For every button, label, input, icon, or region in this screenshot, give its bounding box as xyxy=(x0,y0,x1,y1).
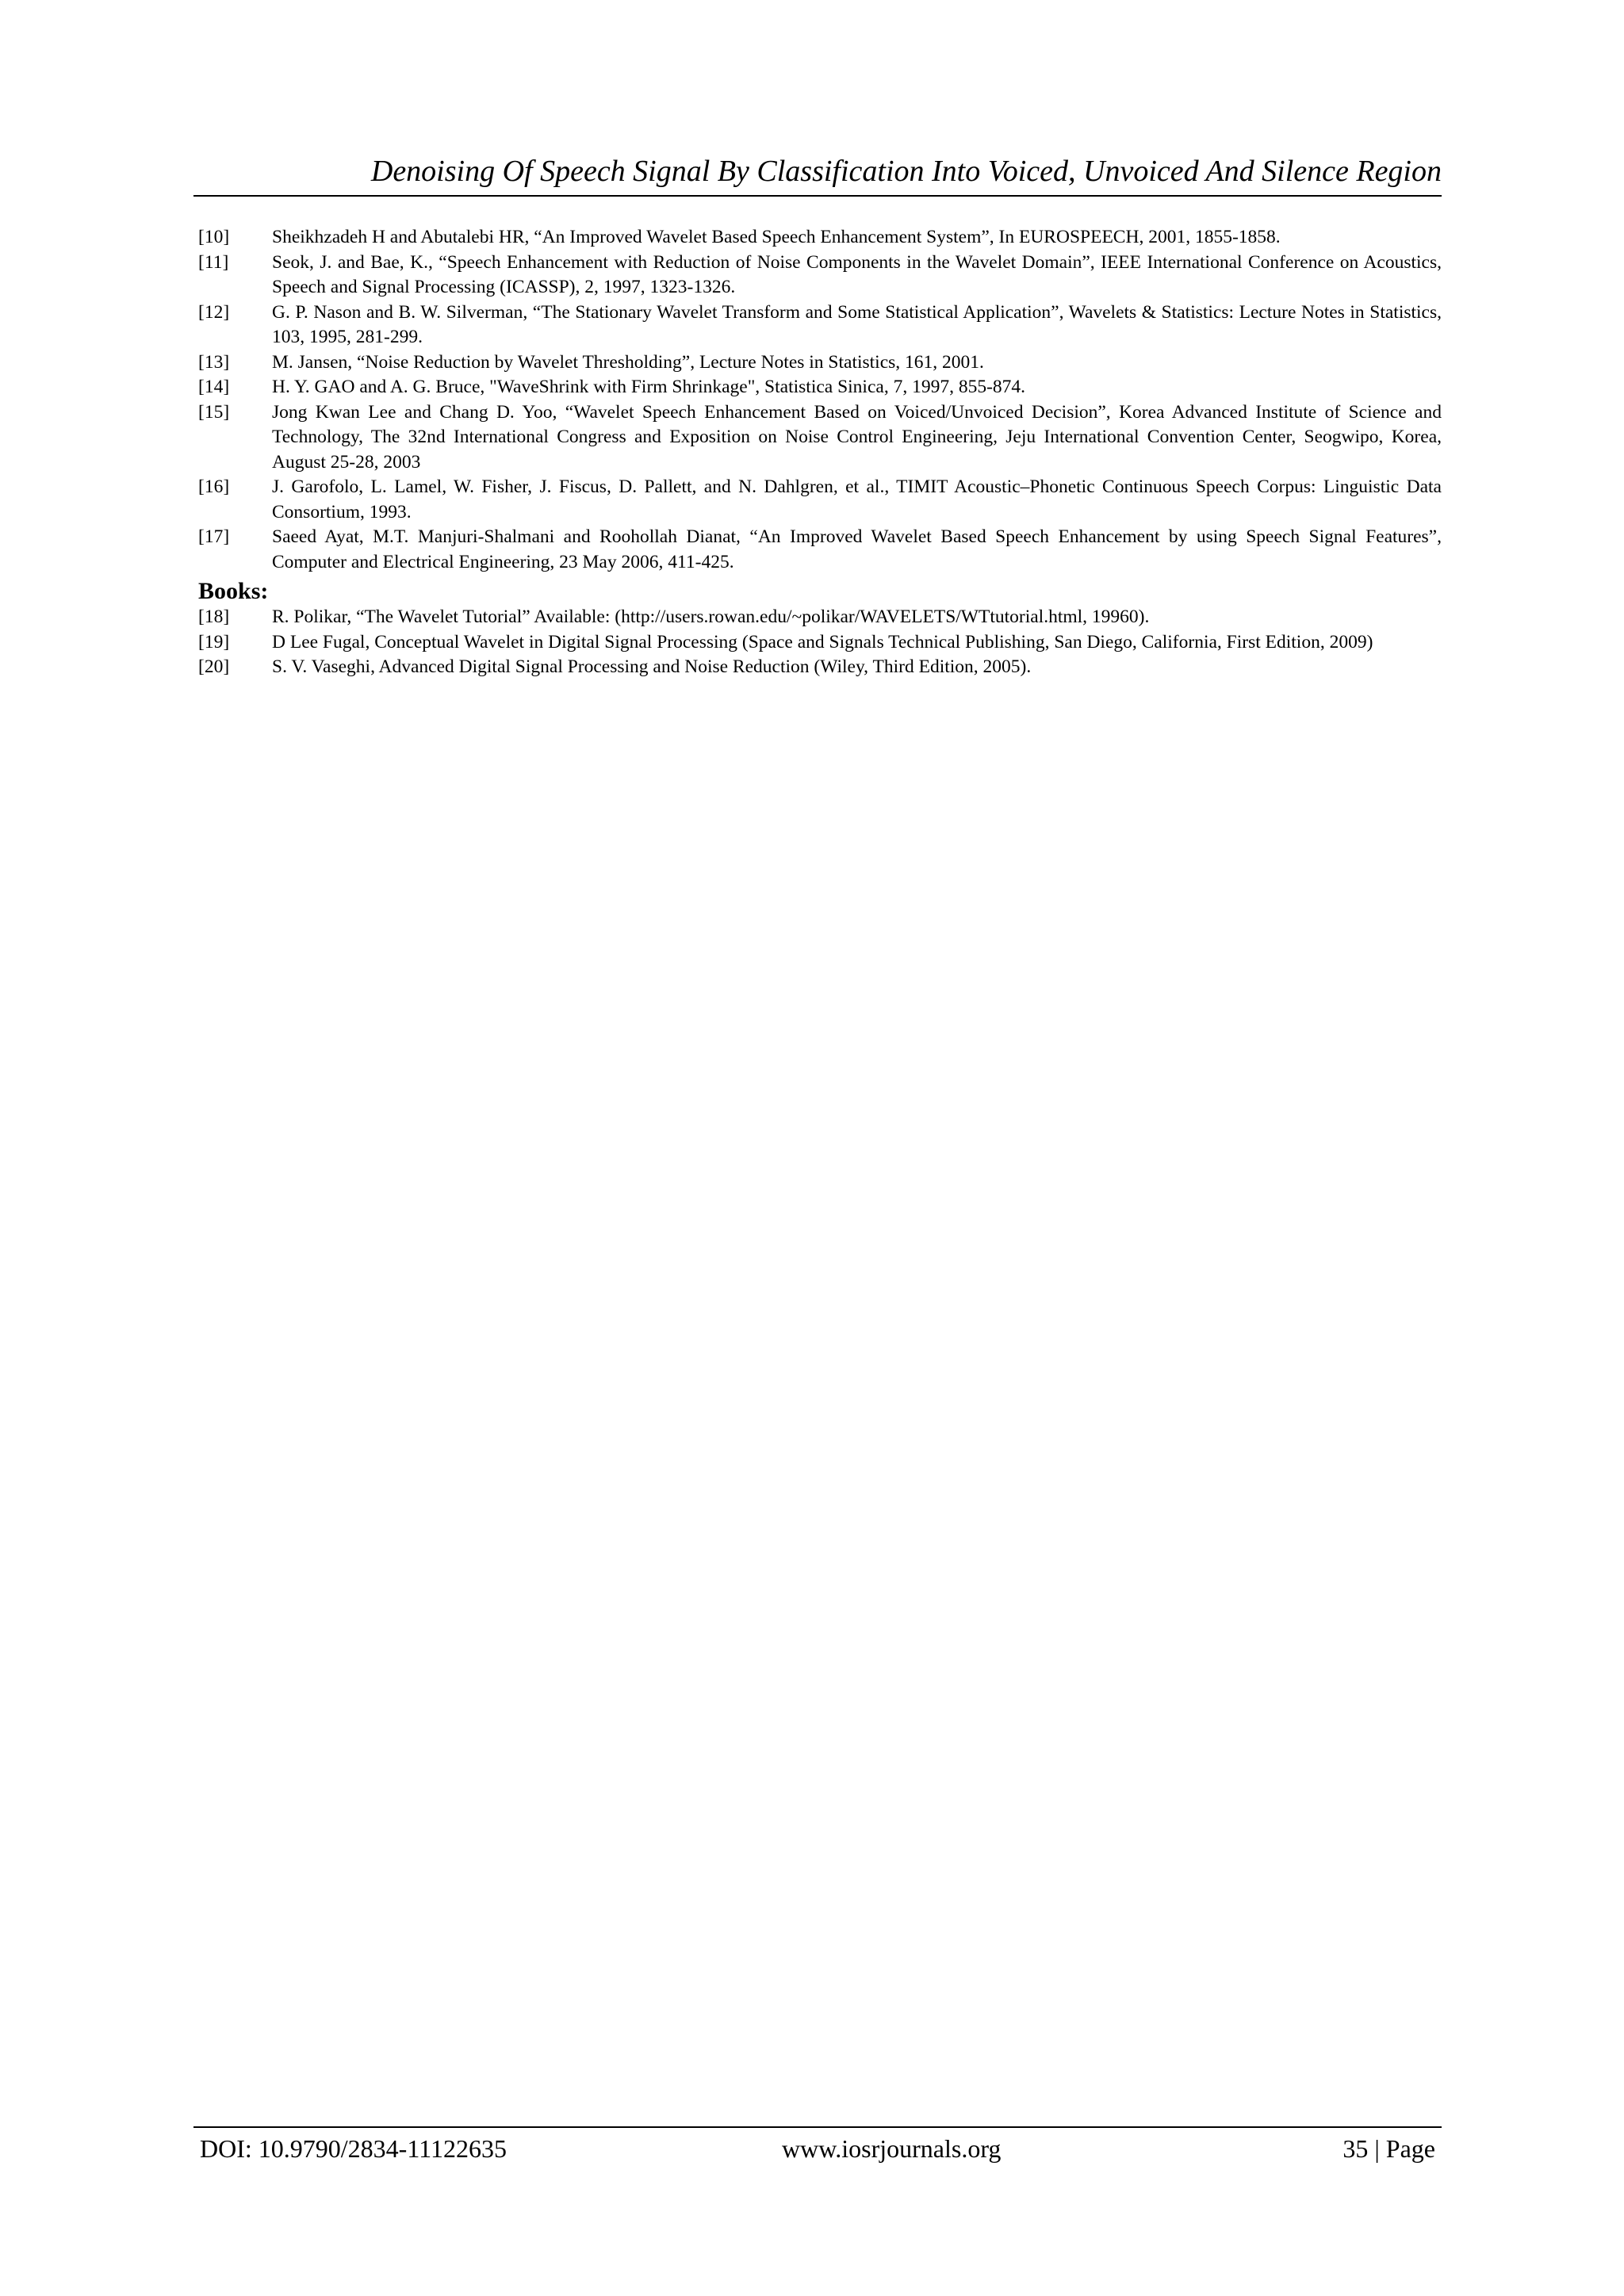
reference-number: [12] xyxy=(198,301,230,323)
book-item xyxy=(198,655,1442,680)
reference-number: [16] xyxy=(198,476,230,497)
running-header xyxy=(193,151,1442,197)
reference-item xyxy=(198,350,1442,376)
reference-text: G. P. Nason and B. W. Silverman, “The Stationary Wavelet Transform and Some Statistical Application”, Wavelets & Statistics: Lecture Notes in Statistics, 103, 1995, 281-299. xyxy=(272,301,1442,347)
footer-page-number: 35 | Page xyxy=(1342,2134,1435,2163)
reference-text: M. Jansen, “Noise Reduction by Wavelet Thresholding”, Lecture Notes in Statistics, 161, 2001. xyxy=(272,351,984,373)
books-heading: Books: xyxy=(198,578,269,604)
reference-item xyxy=(198,251,1442,300)
reference-item xyxy=(198,375,1442,400)
book-item xyxy=(198,605,1442,630)
reference-text: D Lee Fugal, Conceptual Wavelet in Digital Signal Processing (Space and Signals Technical Publishing, San Diego, California, First Edition, 2009) xyxy=(272,631,1373,652)
reference-item xyxy=(198,525,1442,575)
references-list xyxy=(198,225,1442,680)
reference-text: Sheikhzadeh H and Abutalebi HR, “An Improved Wavelet Based Speech Enhancement System”, In EUROSPEECH, 2001, 1855-1858. xyxy=(272,227,1281,247)
reference-number: [15] xyxy=(198,401,230,423)
running-header-title: Denoising Of Speech Signal By Classification Into Voiced, Unvoiced And Silence Region xyxy=(370,155,1442,188)
reference-number: [18] xyxy=(198,607,230,627)
reference-text: R. Polikar, “The Wavelet Tutorial” Available: (http://users.rowan.edu/~polikar/WAVELETS/WTtutorial.html, 19960). xyxy=(272,607,1150,627)
reference-item xyxy=(198,400,1442,476)
reference-text: S. V. Vaseghi, Advanced Digital Signal Processing and Noise Reduction (Wiley, Third Edition, 2005). xyxy=(272,656,1032,677)
reference-text: Jong Kwan Lee and Chang D. Yoo, “Wavelet Speech Enhancement Based on Voiced/Unvoiced Decision”, Korea Advanced Institute of Science and Technology, The 32nd International Congress and Exposition on Noise Control Engineering, Jeju International Convention Center, Seogwipo, Korea, August 25-28, 2003 xyxy=(272,401,1442,473)
reference-text: Saeed Ayat, M.T. Manjuri-Shalmani and Roohollah Dianat, “An Improved Wavelet Based Speech Enhancement by using Speech Signal Features”, Computer and Electrical Engineering, 23 May 2006, 411-425. xyxy=(272,526,1442,572)
footer-doi: DOI: 10.9790/2834-11122635 xyxy=(200,2134,507,2163)
reference-item xyxy=(198,225,1442,251)
reference-item xyxy=(198,300,1442,350)
reference-number: [20] xyxy=(198,656,230,677)
reference-number: [10] xyxy=(198,227,230,247)
reference-text: Seok, J. and Bae, K., “Speech Enhancement with Reduction of Noise Components in the Wavelet Domain”, IEEE International Conference on Acoustics, Speech and Signal Processing (ICASSP), 2, 1997, 1323-1326. xyxy=(272,251,1442,297)
reference-number: [17] xyxy=(198,526,230,547)
reference-item xyxy=(198,475,1442,525)
reference-number: [11] xyxy=(198,251,229,273)
reference-text: H. Y. GAO and A. G. Bruce, "WaveShrink with Firm Shrinkage", Statistica Sinica, 7, 1997, 855-874. xyxy=(272,377,1026,397)
reference-text: J. Garofolo, L. Lamel, W. Fisher, J. Fiscus, D. Pallett, and N. Dahlgren, et al., TIMIT Acoustic–Phonetic Continuous Speech Corpus: Linguistic Data Consortium, 1993. xyxy=(272,476,1442,522)
page-footer xyxy=(193,2126,1442,2168)
footer-website: www.iosrjournals.org xyxy=(782,2134,1002,2163)
reference-number: [14] xyxy=(198,377,230,397)
book-item xyxy=(198,630,1442,656)
reference-number: [13] xyxy=(198,351,230,373)
reference-number: [19] xyxy=(198,631,230,652)
